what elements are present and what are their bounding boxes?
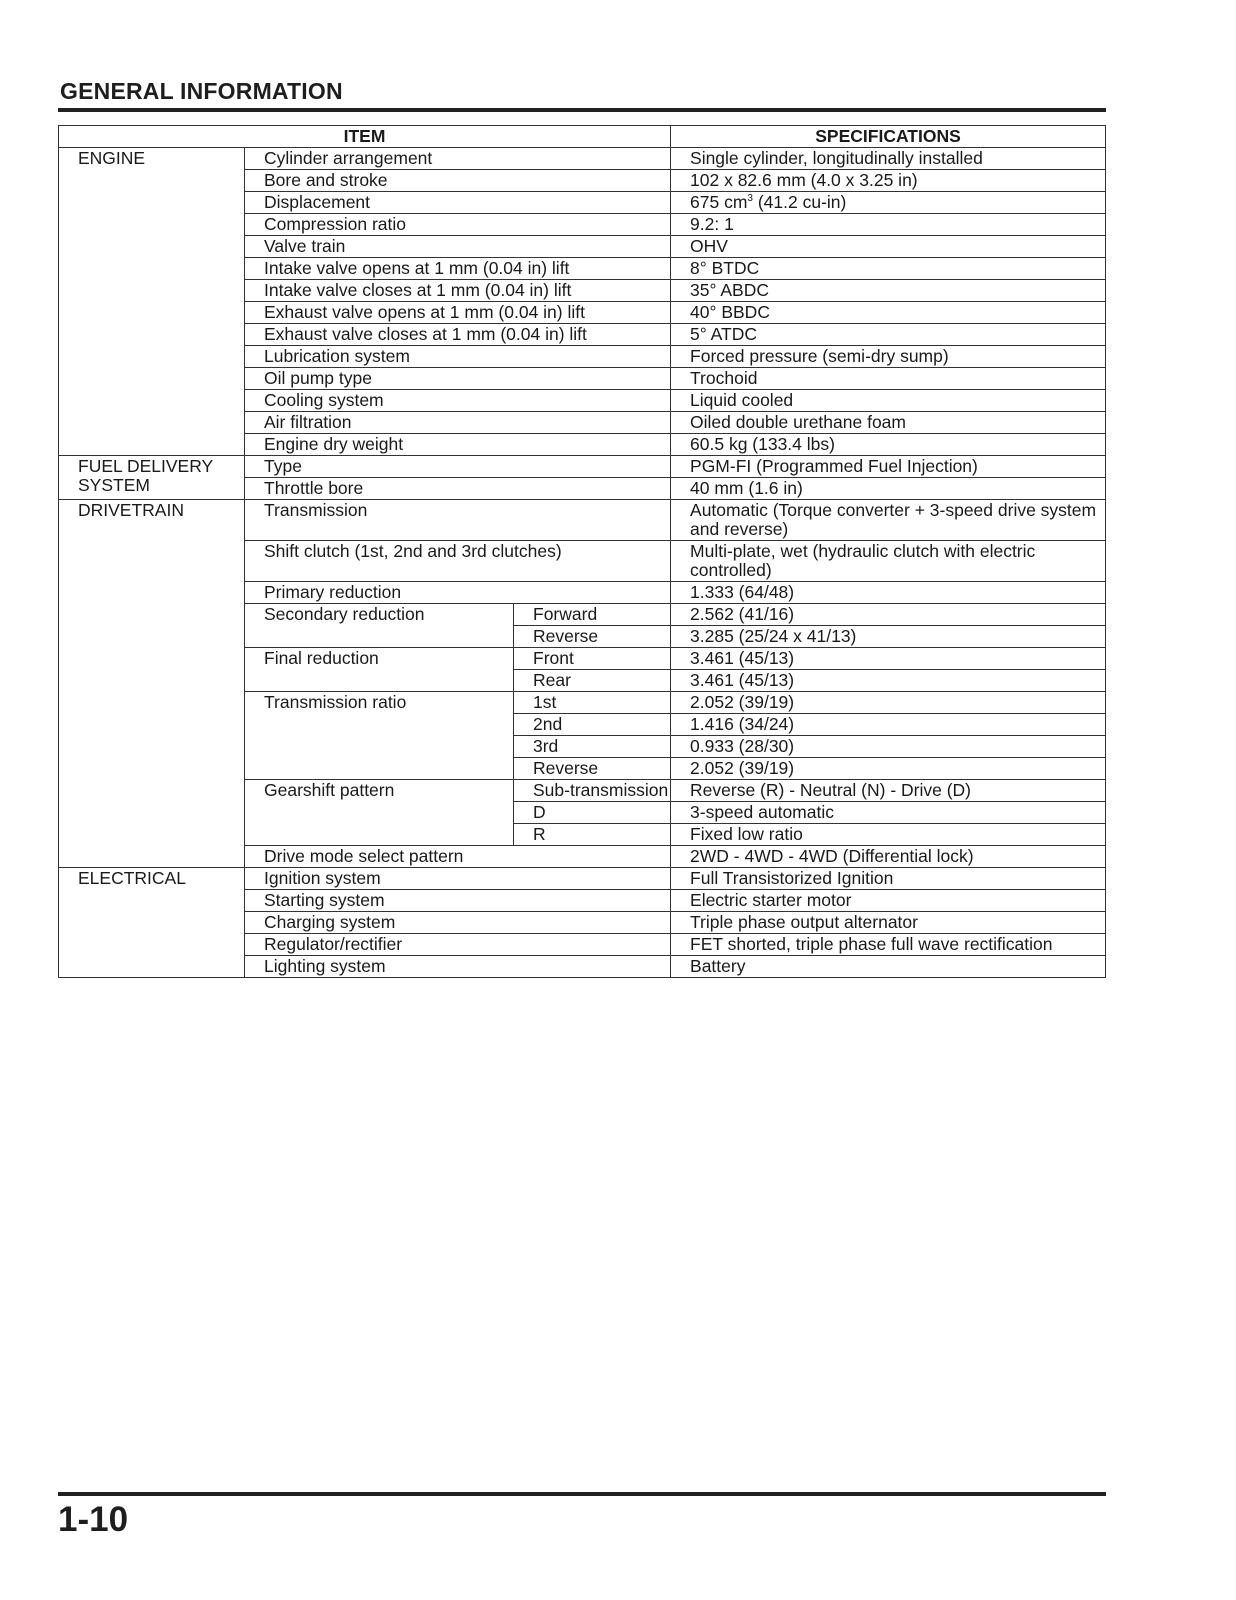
item-cell: Secondary reduction bbox=[245, 604, 514, 648]
item-cell: Cooling system bbox=[245, 390, 671, 412]
spec-cell: Liquid cooled bbox=[671, 390, 1106, 412]
page-number: 1-10 bbox=[58, 1500, 129, 1539]
sub-item-cell: 1st bbox=[514, 692, 671, 714]
spec-cell: 2.052 (39/19) bbox=[671, 758, 1106, 780]
spec-cell: Electric starter motor bbox=[671, 890, 1106, 912]
table-row bbox=[59, 368, 1106, 390]
spec-cell: 9.2: 1 bbox=[671, 214, 1106, 236]
spec-cell: PGM-FI (Programmed Fuel Injection) bbox=[671, 456, 1106, 478]
spec-cell: OHV bbox=[671, 236, 1106, 258]
spec-cell: 3.285 (25/24 x 41/13) bbox=[671, 626, 1106, 648]
spec-cell: Triple phase output alternator bbox=[671, 912, 1106, 934]
table-row bbox=[59, 236, 1106, 258]
item-cell: Regulator/rectifier bbox=[245, 934, 671, 956]
table-row bbox=[59, 148, 1106, 170]
item-cell: Engine dry weight bbox=[245, 434, 671, 456]
item-cell: Valve train bbox=[245, 236, 671, 258]
spec-cell: FET shorted, triple phase full wave rectification bbox=[671, 934, 1106, 956]
table-row bbox=[59, 890, 1106, 912]
item-cell: Charging system bbox=[245, 912, 671, 934]
item-cell: Starting system bbox=[245, 890, 671, 912]
spec-cell: 2WD - 4WD - 4WD (Differential lock) bbox=[671, 846, 1106, 868]
item-cell: Type bbox=[245, 456, 671, 478]
item-cell: Lighting system bbox=[245, 956, 671, 978]
spec-cell: Automatic (Torque converter + 3-speed drive system and reverse) bbox=[671, 500, 1106, 541]
sub-item-cell: Forward bbox=[514, 604, 671, 626]
category-drivetrain: DRIVETRAIN bbox=[59, 500, 245, 541]
table-row bbox=[59, 280, 1106, 302]
table-row bbox=[59, 758, 1106, 780]
table-row bbox=[59, 258, 1106, 280]
sub-item-cell: Reverse bbox=[514, 758, 671, 780]
sub-item-cell: 3rd bbox=[514, 736, 671, 758]
table-row bbox=[59, 456, 1106, 478]
table-row bbox=[59, 434, 1106, 456]
spec-cell: Trochoid bbox=[671, 368, 1106, 390]
item-cell: Transmission bbox=[245, 500, 671, 541]
table-row bbox=[59, 390, 1106, 412]
table-row bbox=[59, 670, 1106, 692]
sub-item-cell: R bbox=[514, 824, 671, 846]
table-row bbox=[59, 192, 1106, 214]
item-cell: Final reduction bbox=[245, 648, 514, 692]
item-cell: Primary reduction bbox=[245, 582, 671, 604]
table-row bbox=[59, 912, 1106, 934]
spec-cell: 60.5 kg (133.4 lbs) bbox=[671, 434, 1106, 456]
category-engine: ENGINE bbox=[59, 148, 245, 170]
table-row bbox=[59, 214, 1106, 236]
page-title: GENERAL INFORMATION bbox=[60, 78, 343, 104]
spec-cell: Multi-plate, wet (hydraulic clutch with electric controlled) bbox=[671, 541, 1106, 582]
item-cell: Throttle bore bbox=[245, 478, 671, 500]
item-cell: Displacement bbox=[245, 192, 671, 214]
table-row bbox=[59, 170, 1106, 192]
table-row bbox=[59, 846, 1106, 868]
item-cell: Intake valve closes at 1 mm (0.04 in) lift bbox=[245, 280, 671, 302]
spec-cell: Forced pressure (semi-dry sump) bbox=[671, 346, 1106, 368]
spec-cell: 3.461 (45/13) bbox=[671, 670, 1106, 692]
table-row bbox=[59, 648, 1106, 670]
item-cell: Bore and stroke bbox=[245, 170, 671, 192]
table-row bbox=[59, 346, 1106, 368]
table-row bbox=[59, 824, 1106, 846]
table-row bbox=[59, 626, 1106, 648]
spec-cell: Single cylinder, longitudinally installed bbox=[671, 148, 1106, 170]
sub-item-cell: Front bbox=[514, 648, 671, 670]
footer-rule bbox=[58, 1492, 1106, 1496]
spec-cell: 35° ABDC bbox=[671, 280, 1106, 302]
sub-item-cell: Reverse bbox=[514, 626, 671, 648]
item-cell: Shift clutch (1st, 2nd and 3rd clutches) bbox=[245, 541, 671, 582]
table-row bbox=[59, 541, 1106, 582]
table-row bbox=[59, 780, 1106, 802]
spec-cell: 1.416 (34/24) bbox=[671, 714, 1106, 736]
table-row bbox=[59, 604, 1106, 626]
sub-item-cell: D bbox=[514, 802, 671, 824]
table-row bbox=[59, 302, 1106, 324]
spec-cell: 40 mm (1.6 in) bbox=[671, 478, 1106, 500]
spec-cell: Fixed low ratio bbox=[671, 824, 1106, 846]
spec-cell: 2.562 (41/16) bbox=[671, 604, 1106, 626]
sub-item-cell: 2nd bbox=[514, 714, 671, 736]
table-header-row bbox=[59, 126, 1106, 148]
spec-cell: 675 $cm^3$ (41.2 cu-in) bbox=[671, 192, 1106, 214]
spec-cell: 3.461 (45/13) bbox=[671, 648, 1106, 670]
spec-cell: Oiled double urethane foam bbox=[671, 412, 1106, 434]
item-cell: Intake valve opens at 1 mm (0.04 in) lift bbox=[245, 258, 671, 280]
table-row bbox=[59, 956, 1106, 978]
spec-cell: 8° BTDC bbox=[671, 258, 1106, 280]
item-cell: Gearshift pattern bbox=[245, 780, 514, 846]
item-cell: Cylinder arrangement bbox=[245, 148, 671, 170]
table-row bbox=[59, 692, 1106, 714]
item-cell: Drive mode select pattern bbox=[245, 846, 671, 868]
item-cell: Ignition system bbox=[245, 868, 671, 890]
sub-item-cell: Rear bbox=[514, 670, 671, 692]
item-cell: Oil pump type bbox=[245, 368, 671, 390]
item-cell: Compression ratio bbox=[245, 214, 671, 236]
spec-cell: 3-speed automatic bbox=[671, 802, 1106, 824]
title-rule bbox=[58, 108, 1106, 112]
spec-cell: 1.333 (64/48) bbox=[671, 582, 1106, 604]
spec-cell: 0.933 (28/30) bbox=[671, 736, 1106, 758]
table-row bbox=[59, 714, 1106, 736]
item-cell: Transmission ratio bbox=[245, 692, 514, 780]
table-row bbox=[59, 934, 1106, 956]
item-cell: Air filtration bbox=[245, 412, 671, 434]
spec-cell: Reverse (R) - Neutral (N) - Drive (D) bbox=[671, 780, 1106, 802]
header-specifications: SPECIFICATIONS bbox=[671, 126, 1106, 148]
spec-cell: 40° BBDC bbox=[671, 302, 1106, 324]
sub-item-cell: Sub-transmission bbox=[514, 780, 671, 802]
spec-cell: 5° ATDC bbox=[671, 324, 1106, 346]
item-cell: Lubrication system bbox=[245, 346, 671, 368]
category-electrical: ELECTRICAL bbox=[59, 868, 245, 890]
item-cell: Exhaust valve opens at 1 mm (0.04 in) lift bbox=[245, 302, 671, 324]
table-row bbox=[59, 802, 1106, 824]
table-row bbox=[59, 500, 1106, 541]
table-row bbox=[59, 582, 1106, 604]
header-item: ITEM bbox=[59, 126, 671, 148]
category-fuel-delivery: FUEL DELIVERY SYSTEM bbox=[59, 456, 245, 500]
table-row bbox=[59, 324, 1106, 346]
spec-cell: 2.052 (39/19) bbox=[671, 692, 1106, 714]
table-row bbox=[59, 868, 1106, 890]
specifications-table bbox=[58, 125, 1106, 978]
table-row bbox=[59, 736, 1106, 758]
table-row bbox=[59, 412, 1106, 434]
spec-cell: Full Transistorized Ignition bbox=[671, 868, 1106, 890]
spec-cell: 102 x 82.6 mm (4.0 x 3.25 in) bbox=[671, 170, 1106, 192]
item-cell: Exhaust valve closes at 1 mm (0.04 in) lift bbox=[245, 324, 671, 346]
spec-cell: Battery bbox=[671, 956, 1106, 978]
